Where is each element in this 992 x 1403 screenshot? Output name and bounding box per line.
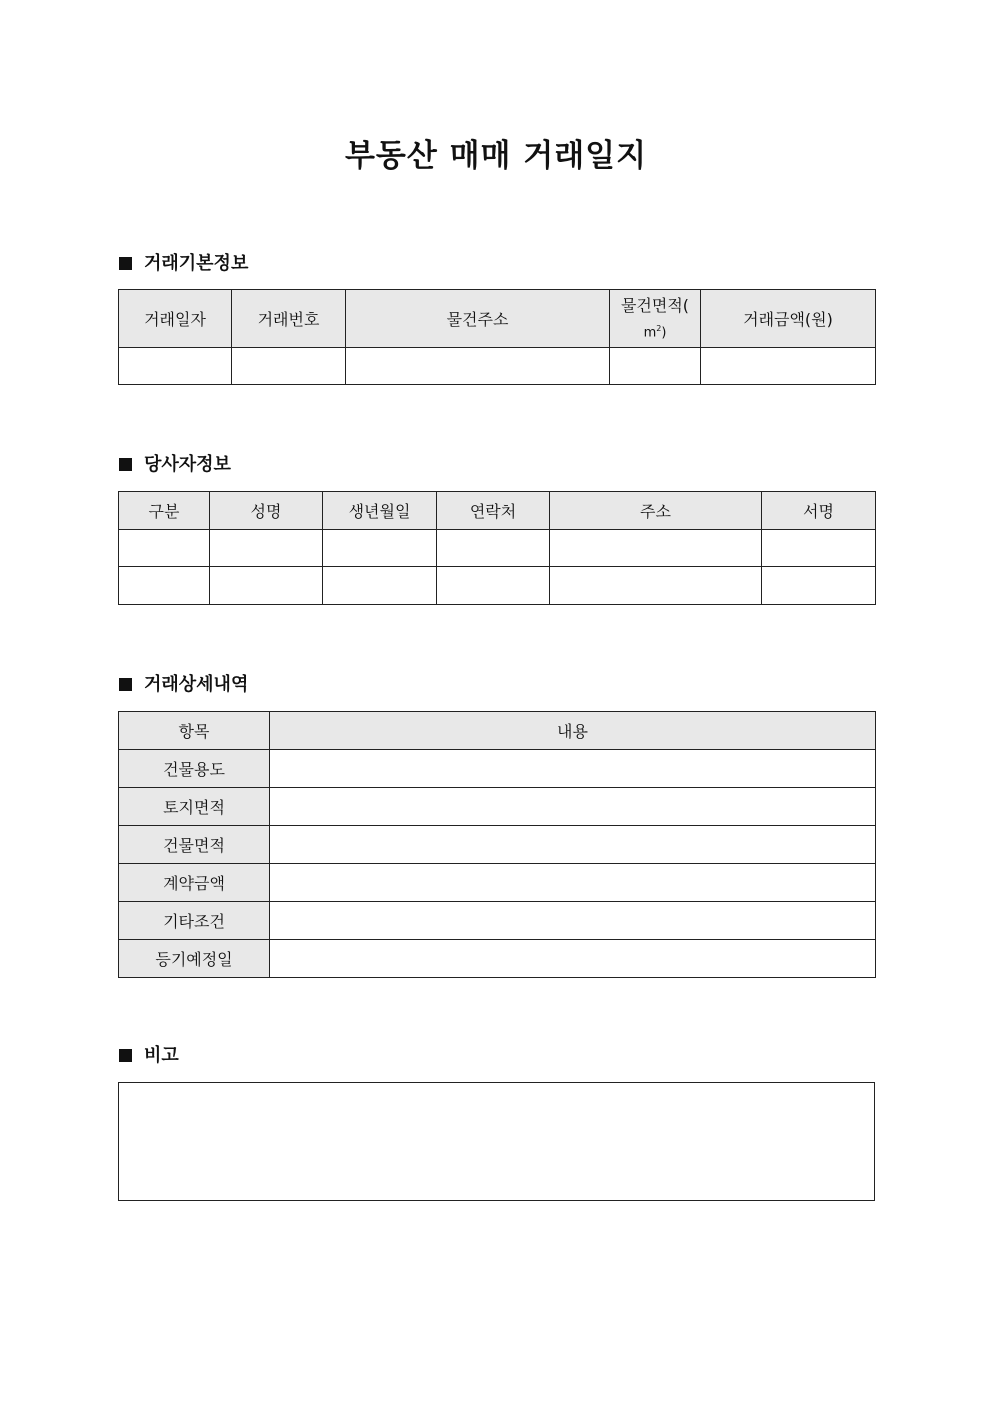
square-bullet-icon [119, 458, 132, 471]
area-unit: $m^2$) [643, 324, 667, 341]
section-heading-basic-info [119, 252, 248, 276]
header-name: 성명 [210, 492, 323, 530]
cell-content[interactable] [270, 864, 876, 902]
table-row [119, 788, 876, 826]
table-row [119, 750, 876, 788]
table-header-row [119, 712, 876, 750]
header-trade-date: 거래일자 [119, 290, 232, 348]
header-trade-number: 거래번호 [232, 290, 346, 348]
row-label-contract-amount: 계약금액 [119, 864, 270, 902]
cell-property-address[interactable] [346, 348, 610, 385]
square-bullet-icon [119, 1049, 132, 1062]
cell-trade-amount[interactable] [701, 348, 876, 385]
area-label: 물건면적( [620, 296, 690, 316]
section-title: 거래상세내역 [144, 674, 249, 695]
square-bullet-icon [119, 678, 132, 691]
cell-content[interactable] [270, 826, 876, 864]
table-row [119, 864, 876, 902]
trade-details-table [118, 711, 876, 978]
section-title: 거래기본정보 [144, 253, 249, 274]
cell-contact[interactable] [437, 530, 550, 567]
row-label-other-conditions: 기타조건 [119, 902, 270, 940]
row-label-building-area: 건물면적 [119, 826, 270, 864]
cell-birthdate[interactable] [323, 567, 437, 605]
header-trade-amount: 거래금액(원) [701, 290, 876, 348]
table-row [119, 940, 876, 978]
section-heading-trade-details [119, 673, 248, 697]
table-row [119, 567, 876, 605]
cell-name[interactable] [210, 567, 323, 605]
cell-name[interactable] [210, 530, 323, 567]
cell-birthdate[interactable] [323, 530, 437, 567]
row-label-registration-date: 등기예정일 [119, 940, 270, 978]
header-property-area [610, 290, 701, 348]
table-row [119, 826, 876, 864]
cell-category[interactable] [119, 530, 210, 567]
section-title: 당사자정보 [144, 454, 231, 475]
cell-content[interactable] [270, 940, 876, 978]
square-bullet-icon [119, 257, 132, 270]
basic-info-table [118, 289, 876, 385]
table-header-row [119, 290, 876, 348]
cell-trade-number[interactable] [232, 348, 346, 385]
cell-signature[interactable] [762, 530, 876, 567]
header-address: 주소 [550, 492, 762, 530]
header-category: 구분 [119, 492, 210, 530]
table-header-row [119, 492, 876, 530]
cell-content[interactable] [270, 788, 876, 826]
cell-contact[interactable] [437, 567, 550, 605]
cell-address[interactable] [550, 530, 762, 567]
cell-category[interactable] [119, 567, 210, 605]
header-contact: 연락처 [437, 492, 550, 530]
section-heading-remarks [119, 1044, 179, 1068]
table-row [119, 348, 876, 385]
table-row [119, 902, 876, 940]
row-label-land-area: 토지면적 [119, 788, 270, 826]
section-heading-party-info [119, 453, 231, 477]
header-item: 항목 [119, 712, 270, 750]
header-property-address: 물건주소 [346, 290, 610, 348]
cell-signature[interactable] [762, 567, 876, 605]
cell-content[interactable] [270, 750, 876, 788]
row-label-building-use: 건물용도 [119, 750, 270, 788]
section-title: 비고 [144, 1045, 179, 1066]
cell-trade-date[interactable] [119, 348, 232, 385]
remarks-box[interactable] [118, 1082, 875, 1201]
table-row [119, 530, 876, 567]
header-signature: 서명 [762, 492, 876, 530]
cell-content[interactable] [270, 902, 876, 940]
header-birthdate: 생년월일 [323, 492, 437, 530]
cell-property-area[interactable] [610, 348, 701, 385]
party-info-table [118, 491, 876, 605]
header-content: 내용 [270, 712, 876, 750]
cell-address[interactable] [550, 567, 762, 605]
page-title: 부동산 매매 거래일지 [344, 138, 648, 174]
